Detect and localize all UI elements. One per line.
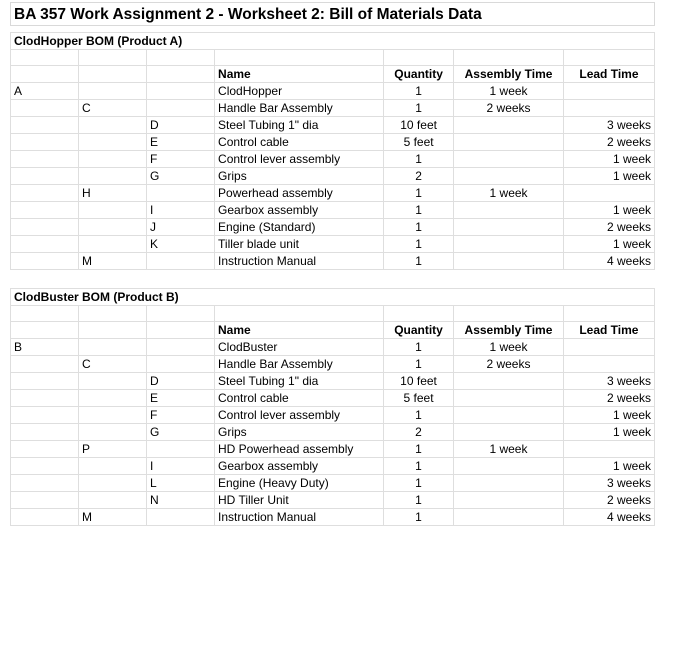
item-name: Steel Tubing 1" dia <box>215 117 384 134</box>
level-1-code <box>79 492 147 509</box>
item-quantity: 1 <box>384 219 454 236</box>
item-assembly-time <box>454 509 564 526</box>
item-assembly-time <box>454 373 564 390</box>
item-quantity: 1 <box>383 458 453 475</box>
level-0-code <box>11 100 79 117</box>
item-lead-time <box>563 83 654 100</box>
header-name: Name <box>215 66 384 83</box>
level-1-code: C <box>79 356 147 373</box>
level-1-code: H <box>79 185 147 202</box>
header-assembly-time: Assembly Time <box>454 322 564 339</box>
item-lead-time: 1 week <box>563 168 654 185</box>
item-lead-time <box>563 185 654 202</box>
bom-table-product-a <box>10 32 655 270</box>
level-1-code: M <box>79 253 147 270</box>
item-name: Engine (Standard) <box>215 219 384 236</box>
bom-table-product-b <box>10 288 655 526</box>
bom-row <box>11 253 655 270</box>
level-0-code <box>11 219 79 236</box>
level-1-code: P <box>79 441 147 458</box>
item-name: Steel Tubing 1" dia <box>215 373 384 390</box>
item-quantity: 1 <box>384 236 454 253</box>
level-1-code <box>79 339 147 356</box>
item-lead-time: 3 weeks <box>563 117 654 134</box>
item-lead-time: 1 week <box>563 424 654 441</box>
bom-row <box>11 356 655 373</box>
item-quantity: 1 <box>384 202 454 219</box>
item-name: Instruction Manual <box>215 253 384 270</box>
item-lead-time <box>563 339 654 356</box>
level-2-code <box>147 253 215 270</box>
item-name: Powerhead assembly <box>215 185 384 202</box>
item-quantity: 1 <box>383 492 453 509</box>
level-1-code <box>79 236 147 253</box>
level-2-code: G <box>147 424 215 441</box>
item-quantity: 1 <box>383 407 453 424</box>
level-0-code <box>11 236 79 253</box>
item-assembly-time <box>454 219 564 236</box>
item-lead-time: 3 weeks <box>563 475 654 492</box>
bom-row <box>11 100 655 117</box>
level-1-code <box>79 202 147 219</box>
item-lead-time: 1 week <box>563 202 654 219</box>
level-2-code <box>147 441 215 458</box>
item-assembly-time <box>454 151 564 168</box>
level-0-code <box>11 117 79 134</box>
level-0-code: A <box>11 83 79 100</box>
item-lead-time <box>563 100 654 117</box>
header-quantity: Quantity <box>383 322 453 339</box>
item-quantity: 5 feet <box>383 390 453 407</box>
level-1-code <box>79 475 147 492</box>
level-0-code <box>11 151 79 168</box>
item-name: Tiller blade unit <box>215 236 384 253</box>
item-assembly-time <box>454 492 564 509</box>
level-2-code <box>147 100 215 117</box>
level-2-code <box>147 185 215 202</box>
level-2-code: K <box>147 236 215 253</box>
item-name: HD Powerhead assembly <box>215 441 384 458</box>
item-assembly-time: 1 week <box>454 83 564 100</box>
level-1-code <box>79 407 147 424</box>
item-lead-time <box>563 356 654 373</box>
item-name: Gearbox assembly <box>215 202 384 219</box>
item-assembly-time <box>454 168 564 185</box>
bom-row <box>11 458 655 475</box>
level-0-code <box>11 492 79 509</box>
item-quantity: 10 feet <box>384 117 454 134</box>
bom-row <box>11 83 655 100</box>
item-name: Control lever assembly <box>215 151 384 168</box>
item-name: Control cable <box>215 134 384 151</box>
item-lead-time: 2 weeks <box>563 492 654 509</box>
bom-row <box>11 185 655 202</box>
item-lead-time: 2 weeks <box>563 134 654 151</box>
level-2-code: F <box>147 407 215 424</box>
item-name: HD Tiller Unit <box>215 492 384 509</box>
item-name: ClodBuster <box>215 339 384 356</box>
level-0-code <box>11 390 79 407</box>
header-name: Name <box>215 322 384 339</box>
level-1-code <box>79 168 147 185</box>
item-quantity: 1 <box>383 509 453 526</box>
item-lead-time: 1 week <box>563 236 654 253</box>
item-assembly-time: 2 weeks <box>454 100 564 117</box>
level-2-code: I <box>147 458 215 475</box>
level-2-code: N <box>147 492 215 509</box>
item-assembly-time <box>454 253 564 270</box>
item-quantity: 1 <box>383 475 453 492</box>
bom-row <box>11 134 655 151</box>
section-title-product-b: ClodBuster BOM (Product B) <box>11 289 655 306</box>
level-0-code <box>11 509 79 526</box>
bom-row <box>11 509 655 526</box>
level-1-code <box>79 151 147 168</box>
item-assembly-time: 2 weeks <box>454 356 564 373</box>
item-lead-time <box>563 441 654 458</box>
level-2-code <box>147 356 215 373</box>
item-name: Engine (Heavy Duty) <box>215 475 384 492</box>
level-0-code <box>11 185 79 202</box>
item-lead-time: 2 weeks <box>563 390 654 407</box>
level-2-code: E <box>147 134 215 151</box>
header-quantity: Quantity <box>384 66 454 83</box>
bom-row <box>11 219 655 236</box>
level-0-code: B <box>11 339 79 356</box>
level-2-code: E <box>147 390 215 407</box>
item-quantity: 1 <box>384 151 454 168</box>
item-quantity: 10 feet <box>383 373 453 390</box>
level-2-code: L <box>147 475 215 492</box>
level-2-code <box>147 339 215 356</box>
level-2-code: D <box>147 373 215 390</box>
item-name: Gearbox assembly <box>215 458 384 475</box>
item-assembly-time: 1 week <box>454 441 564 458</box>
item-lead-time: 4 weeks <box>563 253 654 270</box>
item-name: Handle Bar Assembly <box>215 356 384 373</box>
bom-row <box>11 475 655 492</box>
item-quantity: 2 <box>383 424 453 441</box>
level-1-code <box>79 390 147 407</box>
item-assembly-time <box>454 475 564 492</box>
level-1-code <box>79 134 147 151</box>
bom-row <box>11 151 655 168</box>
level-1-code <box>79 373 147 390</box>
item-quantity: 5 feet <box>384 134 454 151</box>
header-lead-time: Lead Time <box>563 66 654 83</box>
section-title-product-a: ClodHopper BOM (Product A) <box>11 33 655 50</box>
item-lead-time: 1 week <box>563 151 654 168</box>
item-name: ClodHopper <box>215 83 384 100</box>
item-lead-time: 4 weeks <box>563 509 654 526</box>
item-quantity: 2 <box>384 168 454 185</box>
item-quantity: 1 <box>384 253 454 270</box>
level-2-code <box>147 509 215 526</box>
bom-row <box>11 441 655 458</box>
item-assembly-time <box>454 424 564 441</box>
item-quantity: 1 <box>383 339 453 356</box>
level-2-code: J <box>147 219 215 236</box>
bom-row <box>11 492 655 509</box>
item-quantity: 1 <box>384 185 454 202</box>
level-0-code <box>11 424 79 441</box>
item-assembly-time: 1 week <box>454 185 564 202</box>
level-2-code: I <box>147 202 215 219</box>
bom-row <box>11 168 655 185</box>
item-assembly-time <box>454 202 564 219</box>
item-lead-time: 3 weeks <box>563 373 654 390</box>
item-lead-time: 2 weeks <box>563 219 654 236</box>
item-assembly-time <box>454 407 564 424</box>
item-quantity: 1 <box>383 441 453 458</box>
header-assembly-time: Assembly Time <box>454 66 564 83</box>
level-0-code <box>11 373 79 390</box>
level-1-code <box>79 219 147 236</box>
worksheet-title: BA 357 Work Assignment 2 - Worksheet 2: Bill of Materials Data <box>10 2 655 26</box>
level-2-code: D <box>147 117 215 134</box>
level-0-code <box>11 475 79 492</box>
bom-row <box>11 236 655 253</box>
level-0-code <box>11 407 79 424</box>
bom-row <box>11 407 655 424</box>
level-0-code <box>11 134 79 151</box>
item-lead-time: 1 week <box>563 407 654 424</box>
level-1-code <box>79 117 147 134</box>
bom-row <box>11 339 655 356</box>
bom-row <box>11 373 655 390</box>
bom-row <box>11 202 655 219</box>
bom-row <box>11 390 655 407</box>
level-0-code <box>11 441 79 458</box>
bom-row <box>11 424 655 441</box>
level-1-code <box>79 458 147 475</box>
item-assembly-time <box>454 236 564 253</box>
item-name: Grips <box>215 168 384 185</box>
item-name: Control lever assembly <box>215 407 384 424</box>
item-assembly-time <box>454 134 564 151</box>
item-name: Grips <box>215 424 384 441</box>
level-1-code: C <box>79 100 147 117</box>
item-lead-time: 1 week <box>563 458 654 475</box>
level-0-code <box>11 253 79 270</box>
level-2-code: F <box>147 151 215 168</box>
item-name: Instruction Manual <box>215 509 384 526</box>
item-assembly-time <box>454 458 564 475</box>
header-lead-time: Lead Time <box>563 322 654 339</box>
level-1-code <box>79 424 147 441</box>
item-assembly-time <box>454 117 564 134</box>
level-0-code <box>11 458 79 475</box>
item-quantity: 1 <box>384 83 454 100</box>
item-name: Handle Bar Assembly <box>215 100 384 117</box>
level-0-code <box>11 202 79 219</box>
level-1-code: M <box>79 509 147 526</box>
item-quantity: 1 <box>384 100 454 117</box>
bom-row <box>11 117 655 134</box>
item-name: Control cable <box>215 390 384 407</box>
level-0-code <box>11 356 79 373</box>
level-2-code <box>147 83 215 100</box>
item-assembly-time: 1 week <box>454 339 564 356</box>
level-0-code <box>11 168 79 185</box>
level-2-code: G <box>147 168 215 185</box>
level-1-code <box>79 83 147 100</box>
item-assembly-time <box>454 390 564 407</box>
item-quantity: 1 <box>383 356 453 373</box>
